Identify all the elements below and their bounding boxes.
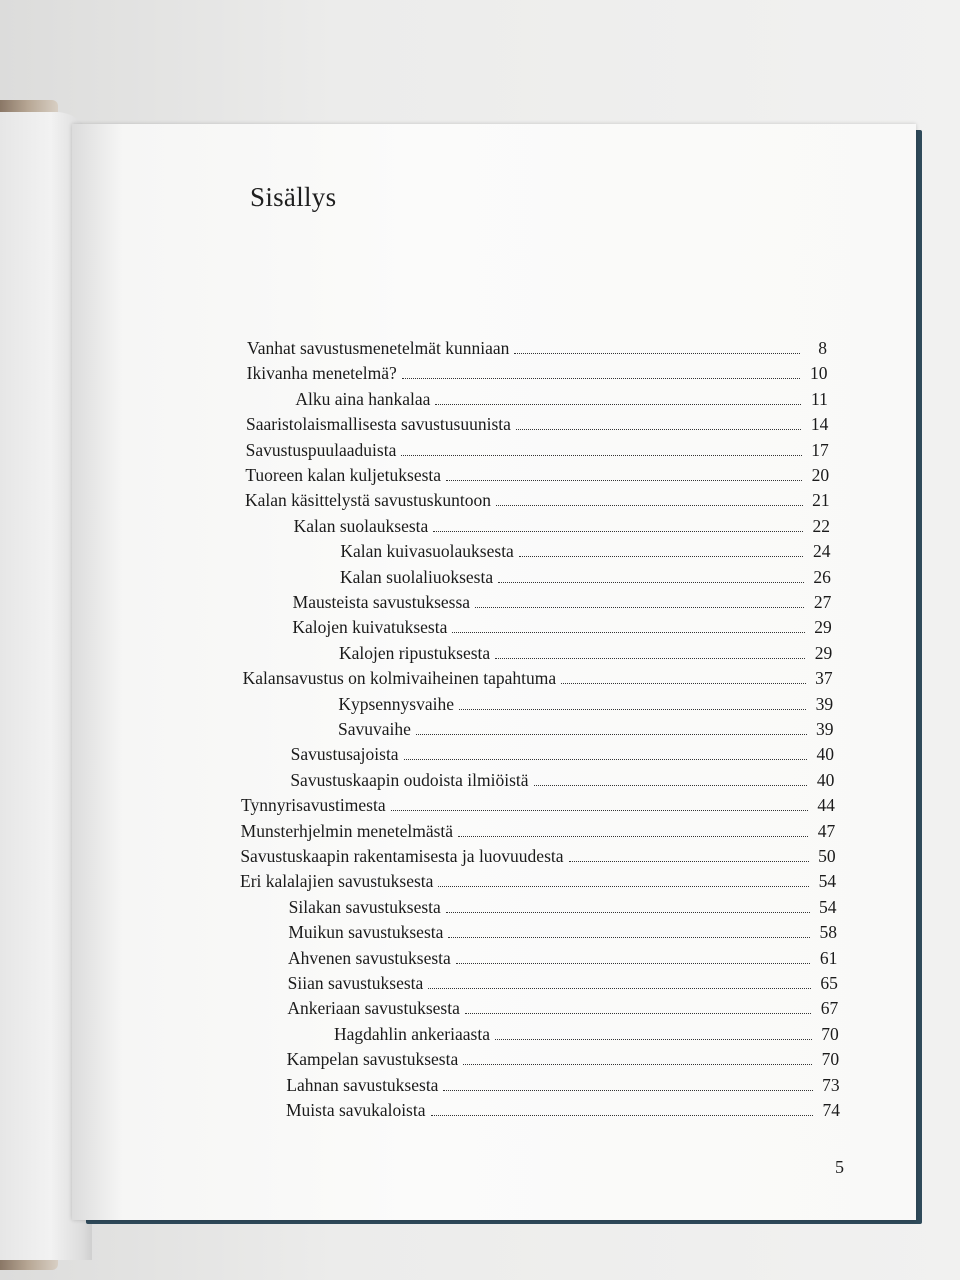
- toc-entry-title: Munsterhjelmin menetelmästä: [240, 820, 454, 841]
- toc-entry-page: 17: [811, 439, 829, 460]
- toc-entry: [247, 362, 828, 384]
- dot-leader: [463, 1050, 812, 1065]
- dot-leader: [459, 695, 806, 710]
- dot-leader: [561, 669, 806, 684]
- dot-leader: [404, 745, 807, 760]
- toc-entry: [240, 845, 835, 867]
- toc-entry: [288, 947, 837, 969]
- toc-entry-title: Savustuskaapin rakentamisesta ja luovuudesta: [240, 846, 564, 866]
- toc-entry-page: 54: [819, 896, 837, 917]
- toc-entry: [247, 337, 827, 359]
- toc-entry: [338, 718, 834, 740]
- toc-entry-page: 27: [813, 592, 832, 612]
- toc-entry-title: Savustuskaapin oudoista ilmiöistä: [290, 769, 529, 790]
- toc-entry: [340, 566, 831, 588]
- dot-leader: [431, 1101, 814, 1116]
- toc-entry-page: 21: [812, 490, 830, 511]
- toc-entry-title: Siian savustuksesta: [287, 973, 424, 993]
- toc-entry-title: Kalansavustus on kolmivaiheinen tapahtuma: [242, 668, 557, 689]
- dot-leader: [475, 593, 804, 608]
- toc-entry: [288, 921, 837, 943]
- toc-entry-title: Kampelan savustuksesta: [286, 1049, 459, 1070]
- dot-leader: [519, 542, 804, 557]
- toc-entry-page: 11: [811, 388, 828, 409]
- toc-entry-page: 29: [814, 617, 832, 638]
- toc-entry-page: 40: [816, 769, 835, 790]
- toc-entry-page: 47: [817, 820, 836, 841]
- toc-entry-page: 70: [821, 1049, 840, 1070]
- toc-entry-page: 26: [813, 566, 831, 587]
- dot-leader: [498, 568, 804, 583]
- toc-entry-page: 22: [812, 515, 831, 536]
- toc-entry-page: 70: [821, 1023, 839, 1044]
- toc-entry-title: Alku aina hankalaa: [295, 388, 431, 409]
- toc-entry-page: 10: [809, 363, 828, 384]
- toc-entry-title: Tuoreen kalan kuljetuksesta: [245, 465, 442, 485]
- toc-entry-title: Ikivanha menetelmä?: [246, 363, 397, 384]
- toc-entry-title: Ankeriaan savustuksesta: [287, 998, 460, 1019]
- toc-entry-page: 39: [816, 719, 834, 739]
- toc-entry: [286, 1099, 840, 1121]
- dot-leader: [446, 466, 802, 481]
- toc-entry-page: 58: [819, 922, 837, 943]
- toc-entry: [289, 896, 837, 918]
- toc-entry: [292, 616, 831, 638]
- dot-leader: [391, 796, 808, 811]
- toc-entry: [334, 1023, 839, 1045]
- toc-entry: [294, 515, 830, 537]
- toc-entry-page: 8: [818, 338, 827, 358]
- page-number: 5: [835, 1157, 844, 1177]
- toc-entry-title: Kypsennysvaihe: [338, 693, 455, 714]
- dot-leader: [438, 872, 809, 887]
- toc-entry-title: Kalan suolauksesta: [293, 515, 429, 536]
- toc-entry-title: Muikun savustuksesta: [288, 922, 444, 943]
- toc-entry-title: Eri kalalajien savustuksesta: [240, 871, 434, 892]
- toc-entry: [290, 769, 834, 791]
- dot-leader: [534, 771, 808, 786]
- toc-entry-page: 37: [815, 668, 833, 689]
- toc-entry-page: 73: [822, 1074, 840, 1095]
- toc-entry: [241, 820, 836, 842]
- toc-entry-title: Silakan savustuksesta: [288, 896, 441, 917]
- toc-entry: [293, 591, 832, 613]
- dot-leader: [402, 364, 801, 379]
- toc-entry-page: 44: [817, 795, 835, 816]
- dot-leader: [456, 949, 811, 964]
- toc-entry: [288, 972, 838, 994]
- toc-entry-title: Hagdahlin ankeriaasta: [334, 1023, 490, 1044]
- dot-leader: [443, 1076, 812, 1091]
- toc-entry-title: Tynnyrisavustimesta: [241, 795, 386, 816]
- toc-entry-title: Ahvenen savustuksesta: [288, 947, 451, 968]
- dot-leader: [495, 1025, 812, 1040]
- toc-entry-page: 54: [818, 871, 837, 892]
- dot-leader: [428, 974, 811, 989]
- dot-leader: [495, 644, 805, 659]
- toc-entry-title: Muista savukaloista: [286, 1100, 426, 1120]
- toc-entry-page: 67: [820, 998, 839, 1019]
- toc-entry: [245, 489, 830, 511]
- toc-entry-title: Vanhat savustusmenetelmät kunniaan: [247, 338, 510, 358]
- dot-leader: [435, 390, 800, 405]
- toc-entry-title: Savuvaihe: [338, 719, 411, 739]
- toc-entry-title: Kalan käsittelystä savustuskuntoon: [245, 490, 491, 511]
- toc-entry-page: 39: [815, 693, 834, 714]
- toc-entry: [287, 1048, 839, 1070]
- dot-leader: [416, 720, 807, 735]
- dot-leader: [514, 339, 800, 354]
- toc-entry-page: 74: [822, 1100, 840, 1120]
- toc-entry: [339, 642, 832, 664]
- dot-leader: [496, 491, 803, 506]
- page-title: Sisällys: [250, 182, 337, 212]
- toc-entry-page: 61: [819, 947, 838, 968]
- toc-entry-title: Mausteista savustuksessa: [292, 592, 471, 612]
- dot-leader: [458, 822, 808, 837]
- toc-entry-page: 20: [811, 465, 830, 485]
- toc-entry-title: Kalojen kuivatuksesta: [292, 617, 448, 638]
- toc-entry: [340, 540, 830, 562]
- toc-entry: [246, 413, 828, 435]
- toc-entry: [295, 388, 828, 410]
- toc-entry: [291, 743, 834, 765]
- toc-entry: [287, 997, 838, 1019]
- toc-entry-page: 29: [814, 642, 833, 663]
- toc-entry: [240, 870, 836, 892]
- toc-entry-page: 50: [818, 846, 836, 866]
- dot-leader: [448, 923, 810, 938]
- dot-leader: [452, 618, 804, 633]
- dot-leader: [446, 898, 810, 913]
- toc-entry: [243, 667, 833, 689]
- toc-entry-title: Kalan kuivasuolauksesta: [340, 541, 514, 562]
- toc-entry-title: Saaristolaismallisesta savustusuunista: [246, 414, 511, 435]
- toc-entry-title: Savustuspuulaaduista: [245, 439, 397, 460]
- toc-entry-page: 24: [812, 541, 831, 562]
- toc-entry: [286, 1074, 839, 1096]
- toc-entry-title: Savustusajoista: [290, 744, 399, 765]
- toc-entry-page: 14: [810, 414, 829, 435]
- toc-entry: [338, 693, 833, 715]
- dot-leader: [516, 415, 801, 430]
- toc-entry-page: 65: [820, 973, 838, 993]
- dot-leader: [569, 847, 809, 862]
- toc-entry-title: Lahnan savustuksesta: [286, 1074, 439, 1095]
- dot-leader: [465, 999, 811, 1014]
- toc-entry-page: 40: [816, 744, 834, 765]
- dot-leader: [433, 517, 803, 532]
- toc-entry-title: Kalan suolaliuoksesta: [340, 566, 494, 587]
- dot-leader: [401, 441, 801, 456]
- toc-entry: [241, 794, 835, 816]
- toc-entry: [246, 439, 829, 461]
- toc-entry-title: Kalojen ripustuksesta: [339, 642, 491, 663]
- toc-entry: [245, 464, 829, 486]
